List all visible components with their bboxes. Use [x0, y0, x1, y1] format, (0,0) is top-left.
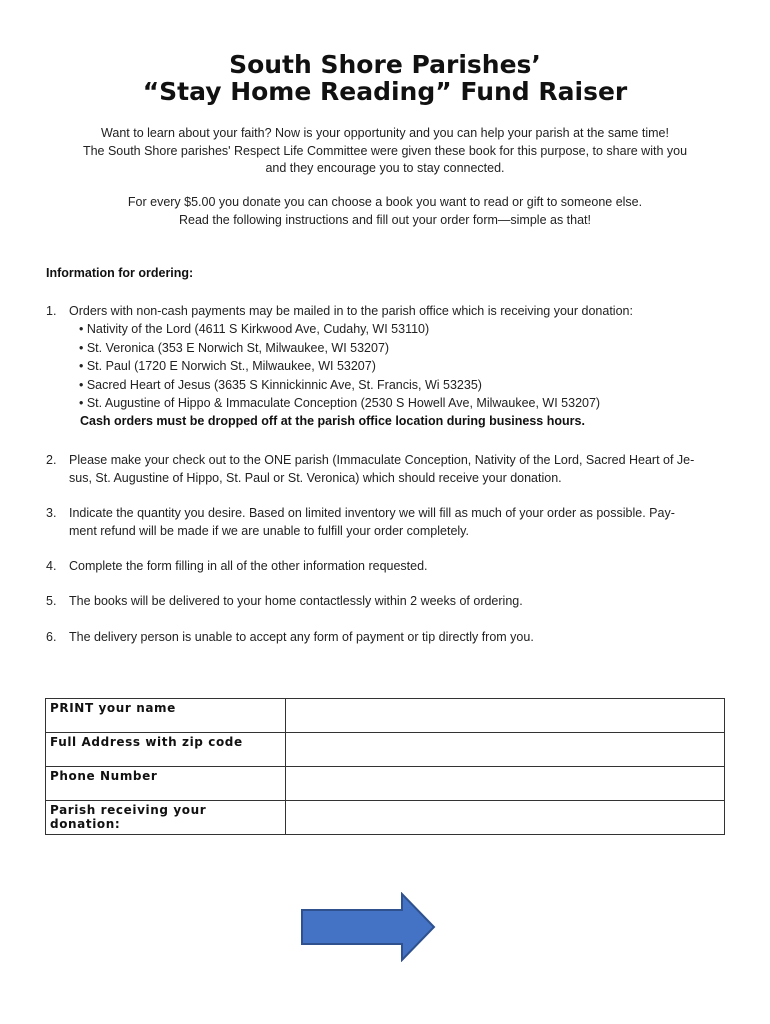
item-text: The books will be delivered to your home contactlessly within 2 weeks of ordering.	[69, 594, 523, 608]
phone-field[interactable]	[286, 767, 725, 801]
name-label: PRINT your name	[46, 699, 286, 733]
intro-line2: The South Shore parishes' Respect Life Committee were given these book for this purpose, to share with you	[82, 144, 688, 158]
table-row	[46, 767, 725, 801]
item-number: 2.	[46, 453, 57, 467]
section-heading: Information for ordering:	[46, 266, 194, 280]
item-text: The delivery person is unable to accept any form of payment or tip directly from you.	[69, 630, 534, 644]
parish-item: • Nativity of the Lord (4611 S Kirkwood Ave, Cudahy, WI 53110)	[79, 322, 430, 336]
parish-item: • Sacred Heart of Jesus (3635 S Kinnickinnic Ave, St. Francis, Wi 53235)	[79, 377, 482, 392]
item-number: 3.	[46, 506, 57, 520]
intro-line4: For every $5.00 you donate you can choose a book you want to read or gift to someone else.	[127, 195, 643, 209]
intro-line5: Read the following instructions and fill out your order form—simple as that!	[179, 213, 591, 227]
item-text	[69, 451, 709, 487]
right-arrow-icon[interactable]	[300, 892, 438, 962]
parish-item: • St. Augustine of Hippo & Immaculate Conception (2530 S Howell Ave, Milwaukee, WI 53207)	[79, 396, 601, 411]
page-title-line1: South Shore Parishes’	[229, 50, 541, 79]
address-field[interactable]	[286, 733, 725, 767]
parish-list	[79, 320, 600, 413]
phone-label: Phone Number	[46, 767, 286, 801]
table-row	[46, 733, 725, 767]
item-number: 4.	[46, 559, 57, 573]
item-number: 6.	[46, 630, 57, 644]
name-field[interactable]	[286, 699, 725, 733]
intro-line1: Want to learn about your faith? Now is your opportunity and you can help your parish at the same time!	[101, 126, 669, 140]
parish-field[interactable]	[286, 801, 725, 835]
item-number: 1.	[46, 304, 57, 318]
item-text: Complete the form filling in all of the other information requested.	[69, 559, 428, 573]
item-text-line: sus, St. Augustine of Hippo, St. Paul or St. Veronica) which should receive your donation.	[69, 471, 562, 485]
table-row	[46, 699, 725, 733]
parish-label: Parish receiving your donation:	[46, 801, 286, 835]
item-text: Orders with non-cash payments may be mailed in to the parish office which is receiving your donation:	[69, 304, 633, 318]
item-text-line: ment refund will be made if we are unable to fulfill your order completely.	[69, 524, 469, 538]
item-number: 5.	[46, 594, 57, 608]
table-row	[46, 801, 725, 835]
parish-item: • St. Paul (1720 E Norwich St., Milwaukee, WI 53207)	[79, 359, 376, 374]
address-label: Full Address with zip code	[46, 733, 286, 767]
intro-line3: and they encourage you to stay connected.	[265, 161, 505, 175]
arrow-shape	[302, 894, 434, 960]
order-form-table	[45, 698, 725, 835]
page-title-line2: “Stay Home Reading” Fund Raiser	[142, 77, 628, 106]
item-text-line: Please make your check out to the ONE parish (Immaculate Conception, Nativity of the Lord, Sacred Heart of Je-	[69, 453, 695, 467]
parish-item: • St. Veronica (353 E Norwich St, Milwaukee, WI 53207)	[79, 340, 390, 355]
cash-note: Cash orders must be dropped off at the parish office location during business hours.	[80, 414, 585, 428]
item-text-line: Indicate the quantity you desire. Based on limited inventory we will fill as much of your order as possible. Pay-	[69, 506, 675, 520]
item-text	[69, 504, 709, 540]
